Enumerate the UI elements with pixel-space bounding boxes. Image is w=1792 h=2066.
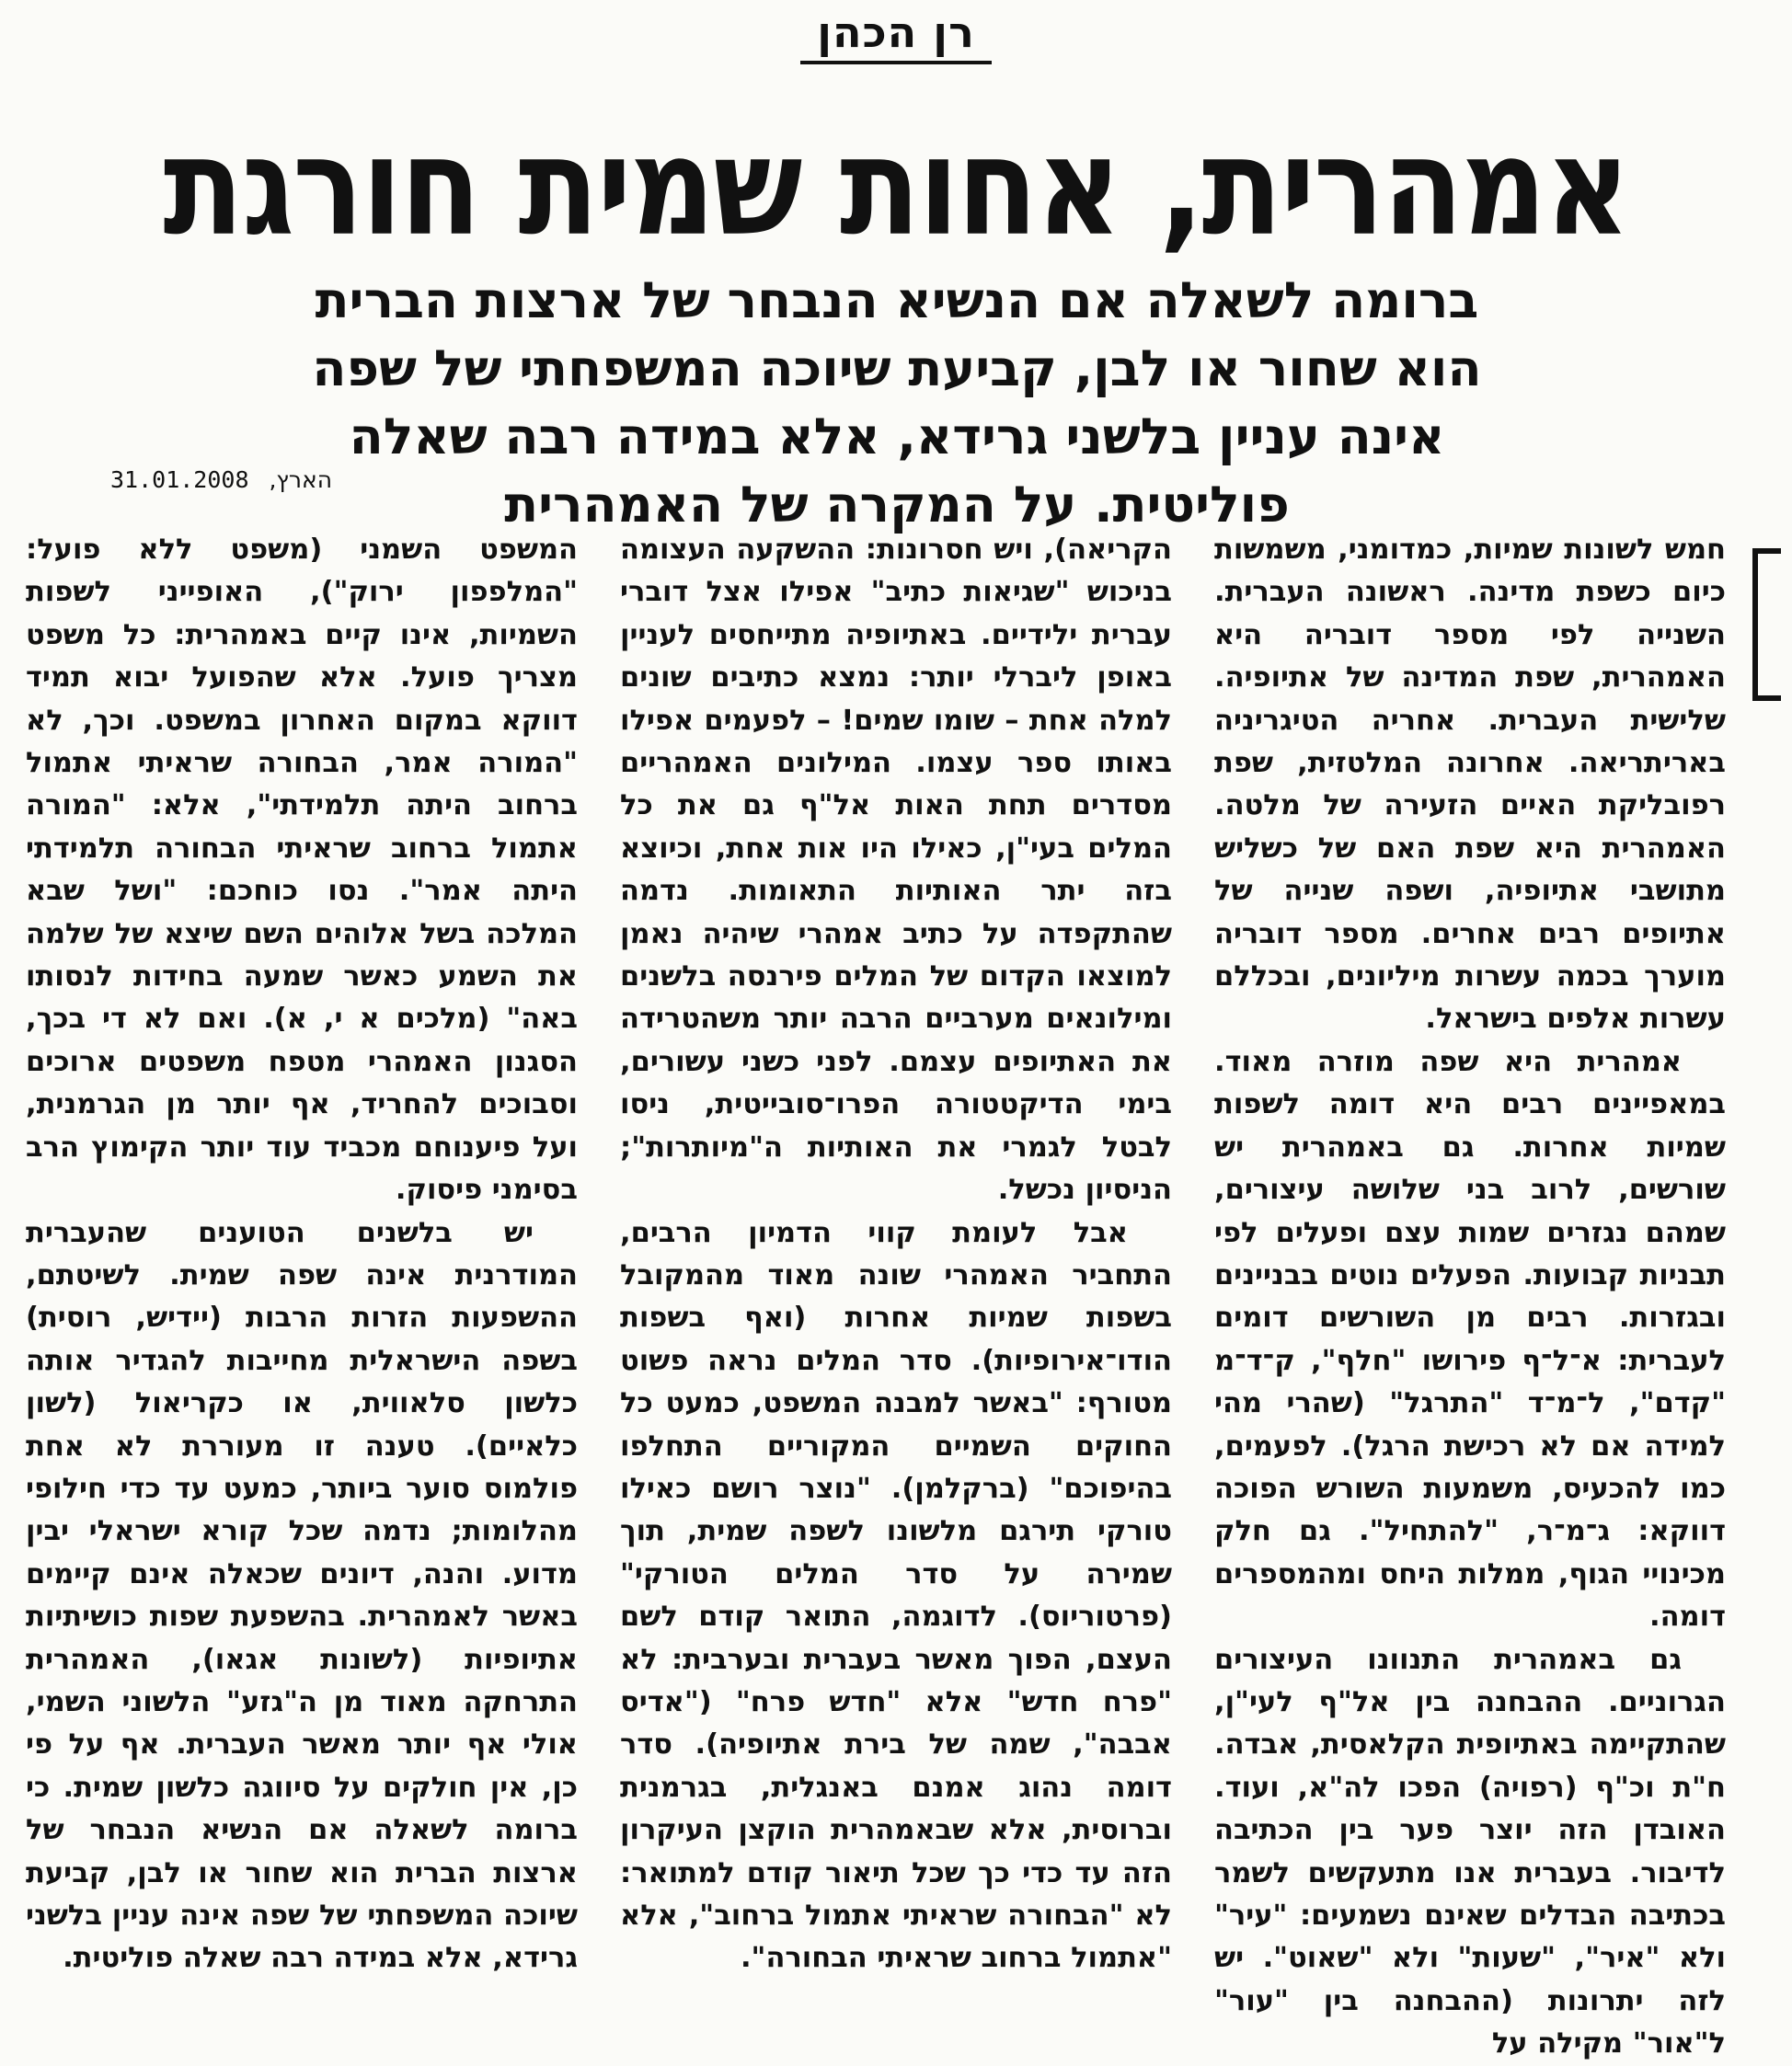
paragraph: גם באמהרית התנוונו העיצורים הגרוניים. ההבחנה בין אל"ף לעי"ן, שהתקיימה באתיופית הקלאסית, אבדה. ח"ת וכ"ף (רפויה) הפכו לה"א, ועוד. האובדן הזה יוצר פער בין הכתיבה לדיבור. בעברית אנו מתעקשים לשמר בכתיבה הבדלים שאינם נשמעים: "עיר" ולא "איר", "שעות" ולא "שאוט". יש לזה יתרונות (ההבחנה בין "עור" ל"אור" מקילה על [1214, 1643, 1726, 2060]
paragraph: המשפט השמני (משפט ללא פועל: "המלפפון ירוק"), האופייני לשפות השמיות, אינו קיים באמהרית: כל משפט מצריך פועל. אלא שהפועל יבוא תמיד דווקא במקום האחרון במשפט. וכך, לא "המורה אמר, הבחורה שראיתי אתמול ברחוב היתה תלמידתי", אלא: "המורה אתמול ברחוב שראיתי הבחורה תלמידתי היתה אמר". נסו כוחכם: "ושל שבא המלכה בשל אלוהים השם שיצא של שלמה את השמע כאשר שמעה בחידות לנסותו באה" (מלכים א י, א). ואם לא די בכך, הסגנון האמהרי מטפח משפטים ארוכים וסבוכים להחריד, אף יותר מן הגרמנית, ועל פיענוחם מכביד עוד יותר הקימוץ הרב בסימני פיסוק. [26, 534, 578, 1207]
column-left [26, 529, 578, 1975]
paragraph: אמהרית היא שפה מוזרה מאוד. במאפיינים רבים היא דומה לשפות שמיות אחרות. גם באמהרית יש שורשים, לרוב בני שלושה עיצורים, שמהם נגזרים שמות עצם ופעלים לפי תבניות קבועות. הפעלים נוטים בבניינים ובגזרות. רבים מן השורשים דומים לעברית: א־ל־ף פירושו "חלף", ק־ד־מ "קדם", ל־מ־ד "התרגל" (שהרי מהי למידה אם לא רכישת הרגל). לפעמים, כמו להכעיס, משמעות השורש הפוכה דווקא: ג־מ־ר, "להתחיל". גם חלק מכינויי הגוף, ממלות היחס ומהמספרים דומה. [1214, 1045, 1726, 1634]
paragraph: אבל לעומת קווי הדמיון הרבים, התחביר האמהרי שונה מאוד מהמקובל בשפות שמיות אחרות (ואף בשפות הודו־אירופיות). סדר המלים נראה פשוט מטורף: "באשר למבנה המשפט, כמעט כל החוקים השמיים המקוריים התחלפו בהיפוכם" (ברקלמן). "נוצר רושם כאילו טורקי תירגם מלשונו לשפה שמית, תוך שמירה על סדר המלים הטורקי" (פרטוריוס). לדוגמה, התואר קודם לשם העצם, הפוך מאשר בעברית ובערבית: לא "פרח חדש" אלא "חדש פרח" ("אדיס אבבה", שמה של בירת אתיופיה). סדר דומה נהוג אמנם באנגלית, בגרמנית וברוסית, אלא שבאמהרית הוקצן העיקרון הזה עד כדי כך שכל תיאור קודם למתואר: לא "הבחורה שראיתי אתמול ברחוב", אלא "אתמול ברחוב שראיתי הבחורה". [620, 1216, 1172, 1975]
column-middle [620, 529, 1172, 1975]
column-right [1214, 529, 1766, 2060]
paragraph: יש בלשנים הטוענים שהעברית המודרנית אינה שפה שמית. לשיטתם, ההשפעות הזרות הרבות (יידיש, רוסית) בשפה הישראלית מחייבות להגדיר אותה כלשון סלאווית, או כקריאול (לשון כלאיים). טענה זו מעוררת לא אחת פולמוס סוער ביותר, כמעט עד כדי חילופי מהלומות; נדמה שכל קורא ישראלי יבין מדוע. והנה, דיונים שכאלה אינם קיימים באשר לאמהרית. בהשפעת שפות כושיתיות אתיופיות (לשונות אגאו), האמהרית התרחקה מאוד מן ה"גזע" הלשוני השמי, אולי אף יותר מאשר העברית. אף על פי כן, אין חולקים על סיווגה כלשון שמית. כי ברומה לשאלה אם הנשיא הנבחר של ארצות הברית הוא שחור או לבן, קביעת שיוכה המשפחתי של שפה אינה עניין בלשני גרידא, אלא במידה רבה שאלה פוליטית. [26, 1216, 578, 1975]
source-name: הארץ, [269, 466, 333, 493]
source-line [110, 466, 332, 493]
paragraph: חמש לשונות שמיות, כמדומני, משמשות כיום כשפת מדינה. ראשונה העברית. השנייה לפי מספר דובריה היא האמהרית, שפת המדינה של אתיופיה. שלישית העברית. אחריה הטיגריניה באריתריאה. אחרונה המלטזית, שפת רפובליקת האיים הזעירה של מלטה. האמהרית היא שפת האם של כשליש מתושבי אתיופיה, ושפה שנייה של אתיופים רבים אחרים. מספר דובריה מוערך בכמה עשרות מיליונים, ובכללם עשרות אלפים בישראל. [1214, 534, 1726, 1036]
subheadline: ברומה לשאלה אם הנשיא הנבחר של ארצות הברית הוא שחור או לבן, קביעת שיוכה המשפחתי של שפה אינה עניין בלשני גרידא, אלא במידה רבה שאלה פוליטית. על המקרה של האמהרית [312, 271, 1482, 534]
byline [0, 7, 1792, 64]
author-name: רן הכהן [800, 7, 992, 64]
source-date: 31.01.2008 [110, 466, 249, 493]
article-body [26, 529, 1766, 2060]
headline: אמהרית, אחות שמית חורגת [163, 109, 1629, 267]
paragraph: הקריאה), ויש חסרונות: ההשקעה העצומה בניכוש "שגיאות כתיב" אפילו אצל דוברי עברית ילידיים. באתיופיה מתייחסים לעניין באופן ליברלי יותר: נמצא כתיבים שונים למלה אחת – שומו שמים! – לפעמים אפילו באותו ספר עצמו. המילונים האמהריים מסדרים תחת האות אל"ף גם את כל המלים בעי"ן, כאילו היו אות אחת, וכיוצא בזה יתר האותיות התאומות. נדמה שהתקפדה על כתיב אמהרי שיהיה נאמן למוצאו הקדום של המלים פירנסה בלשנים ומילונאים מערביים הרבה יותר משהטרידה את האתיופים עצמם. לפני כשני עשורים, בימי הדיקטטורה הפרו־סובייטית, ניסו לבטל לגמרי את האותיות ה"מיותרות"; הניסיון נכשל. [620, 534, 1172, 1207]
